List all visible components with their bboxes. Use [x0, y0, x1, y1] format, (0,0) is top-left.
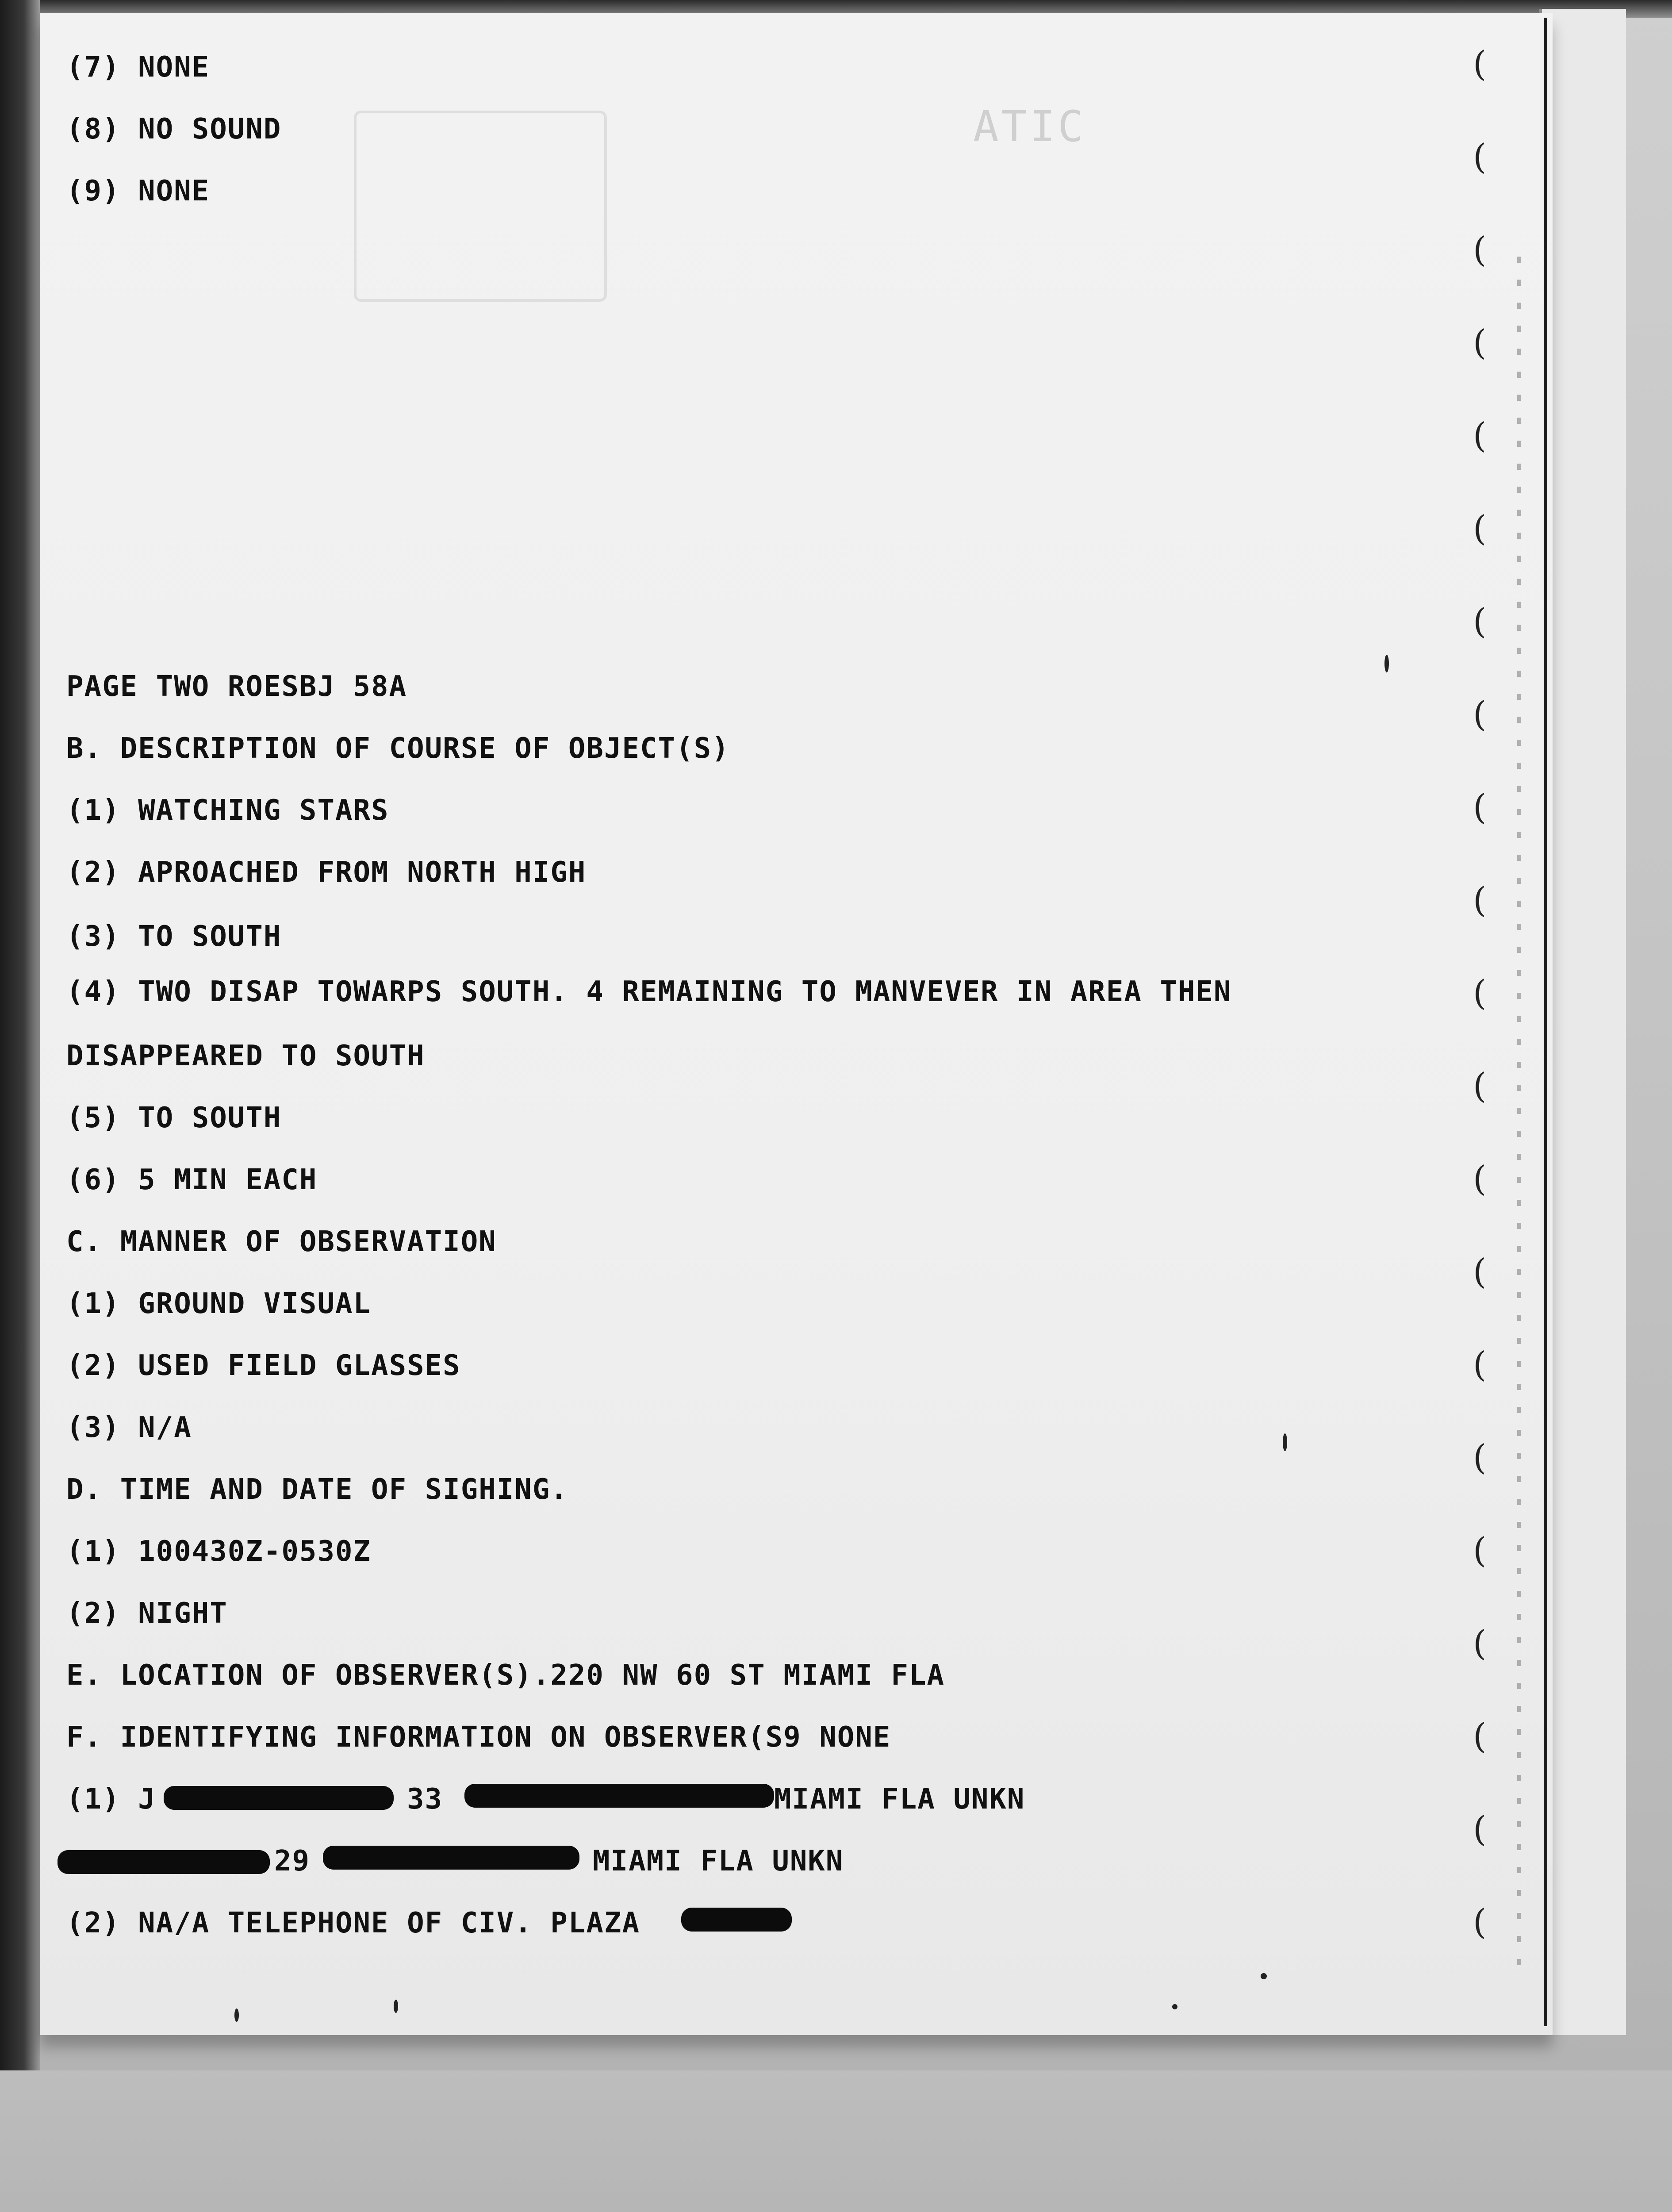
margin-mark: ( [1473, 1624, 1487, 1663]
margin-mark: ( [1473, 695, 1487, 734]
redaction-bar [58, 1850, 270, 1874]
margin-mark: ( [1473, 323, 1487, 363]
margin-mark: ( [1473, 787, 1487, 827]
scan-speck [394, 2000, 398, 2013]
line-f1-prefix: (1) J [66, 1783, 156, 1816]
line-f2: (2) NA/A TELEPHONE OF CIV. PLAZA [66, 1907, 640, 1939]
section-f-heading: F. IDENTIFYING INFORMATION ON OBSERVER(S9 NONE [66, 1721, 891, 1754]
margin-mark: ( [1473, 230, 1487, 270]
margin-mark: ( [1473, 973, 1487, 1013]
scan-speck [1384, 655, 1389, 672]
line-item-7: (7) NONE [66, 51, 210, 84]
line-c2: (2) USED FIELD GLASSES [66, 1349, 461, 1382]
section-c-heading: C. MANNER OF OBSERVATION [66, 1225, 497, 1258]
margin-mark: ( [1473, 1809, 1487, 1849]
line-item-8: (8) NO SOUND [66, 113, 282, 146]
line-b5: (5) TO SOUTH [66, 1102, 282, 1134]
line-f1b-age: 29 [274, 1845, 311, 1878]
margin-mark: ( [1473, 1345, 1487, 1385]
redaction-bar [681, 1908, 792, 1932]
line-b6: (6) 5 MIN EACH [66, 1164, 318, 1196]
section-e-heading: E. LOCATION OF OBSERVER(S).220 NW 60 ST MIAMI FLA [66, 1659, 945, 1692]
margin-mark: ( [1473, 416, 1487, 456]
line-f1b-city: MIAMI FLA UNKN [593, 1845, 844, 1878]
bleed-through-header: ATIC [973, 102, 1086, 151]
line-c3: (3) N/A [66, 1411, 192, 1444]
margin-mark: ( [1473, 44, 1487, 84]
margin-mark: ( [1473, 509, 1487, 549]
page-right-border [1544, 18, 1547, 2026]
scan-speck [234, 2008, 239, 2022]
bleed-through-stamp [354, 111, 607, 302]
redaction-bar [323, 1846, 579, 1870]
line-d2: (2) NIGHT [66, 1597, 228, 1630]
line-b1: (1) WATCHING STARS [66, 794, 389, 827]
line-b4: (4) TWO DISAP TOWARPS SOUTH. 4 REMAINING TO MANVEVER IN AREA THEN [66, 975, 1232, 1008]
margin-mark: ( [1473, 880, 1487, 920]
scan-speck [1261, 1973, 1267, 1979]
line-b4-continued: DISAPPEARED TO SOUTH [66, 1040, 425, 1072]
margin-mark: ( [1473, 137, 1487, 177]
margin-mark: ( [1473, 1066, 1487, 1106]
line-d1: (1) 100430Z-0530Z [66, 1535, 372, 1568]
line-c1: (1) GROUND VISUAL [66, 1287, 372, 1320]
margin-mark: ( [1473, 1159, 1487, 1199]
margin-mark: ( [1473, 1902, 1487, 1942]
redaction-bar [164, 1786, 394, 1810]
margin-mark: ( [1473, 602, 1487, 641]
scan-speck [1172, 2004, 1177, 2009]
redaction-bar [464, 1784, 774, 1808]
page-header: PAGE TWO ROESBJ 58A [66, 670, 407, 703]
section-d-heading: D. TIME AND DATE OF SIGHING. [66, 1473, 568, 1506]
margin-mark: ( [1473, 1531, 1487, 1571]
margin-marks [1473, 44, 1508, 2044]
line-f1-age: 33 [407, 1783, 443, 1816]
scan-speck [1283, 1433, 1287, 1451]
margin-mark: ( [1473, 1438, 1487, 1478]
line-b3: (3) TO SOUTH [66, 920, 282, 953]
section-b-heading: B. DESCRIPTION OF COURSE OF OBJECT(S) [66, 732, 730, 765]
scan-left-edge [0, 0, 40, 2212]
line-item-9: (9) NONE [66, 175, 210, 207]
line-b2: (2) APROACHED FROM NORTH HIGH [66, 856, 587, 889]
margin-mark: ( [1473, 1252, 1487, 1292]
margin-mark: ( [1473, 1717, 1487, 1756]
line-f1-city: MIAMI FLA UNKN [774, 1783, 1025, 1816]
perforation-strip [1517, 257, 1521, 1982]
scan-bottom-area [0, 2070, 1672, 2212]
